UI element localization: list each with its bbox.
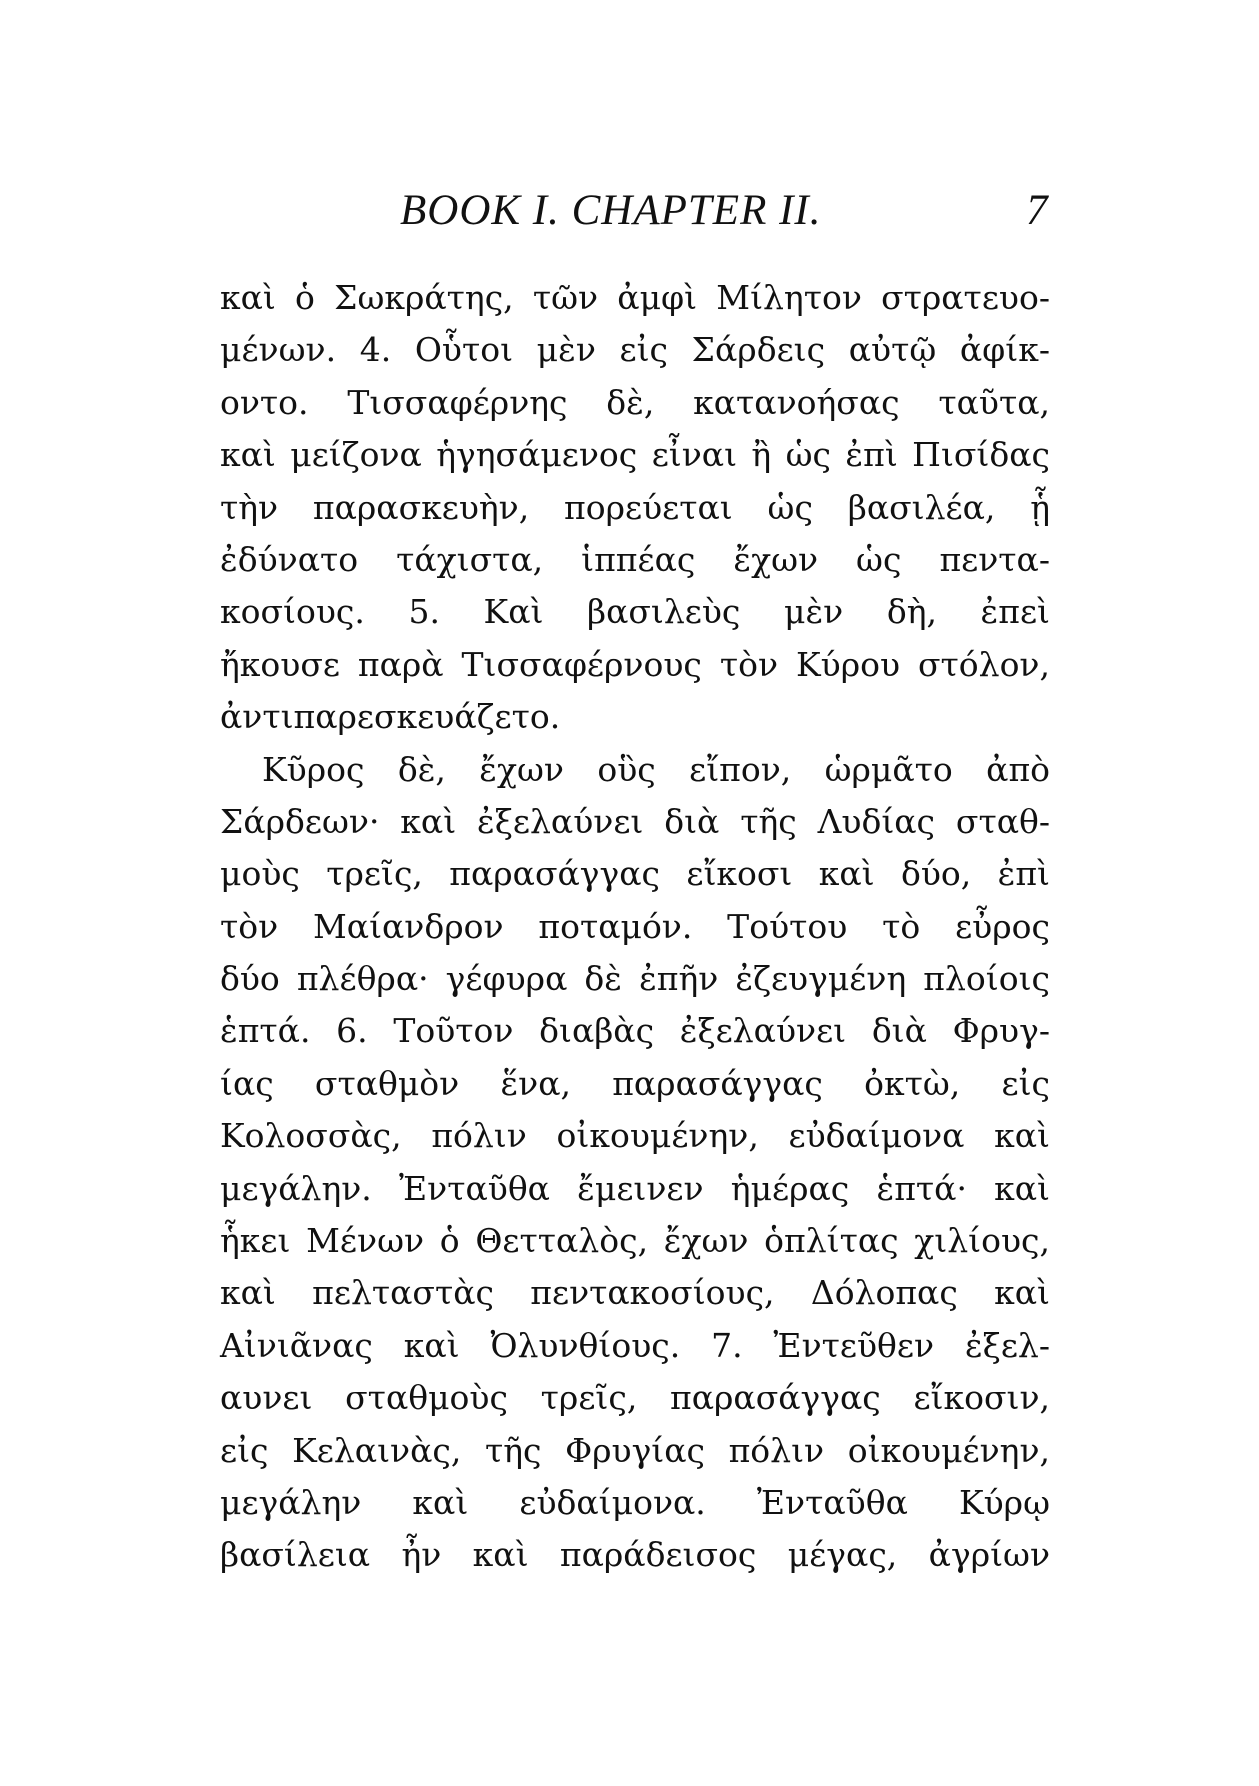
text-line: μεγάλην καὶ εὐδαίμονα. Ἐνταῦθα Κύρῳ [220, 1482, 1050, 1522]
text-line: εἰς Κελαινὰς, τῆς Φρυγίας πόλιν οἰκουμένην, [220, 1430, 1050, 1470]
text-line: δύο πλέθρα· γέφυρα δὲ ἐπῆν ἐζευγμένη πλοίοις [220, 959, 1050, 999]
text-line: ίας σταθμὸν ἕνα, παρασάγγας ὀκτὼ, εἰς [220, 1063, 1050, 1103]
paragraph-end-line: ἀντιπαρεσκευάζετο. [220, 697, 561, 737]
text-line: Σάρδεων· καὶ ἐξελαύνει διὰ τῆς Λυδίας σταθ- [220, 801, 1050, 841]
text-line: καὶ πελταστὰς πεντακοσίους, Δόλοπας καὶ [220, 1273, 1050, 1313]
text-line: μένων. 4. Οὗτοι μὲν εἰς Σάρδεις αὐτῷ ἀφίκ- [220, 330, 1050, 370]
text-line: Αἰνιᾶνας καὶ Ὀλυνθίους. 7. Ἐντεῦθεν ἐξελ- [220, 1325, 1050, 1365]
text-line: μοὺς τρεῖς, παρασάγγας εἴκοσι καὶ δύο, ἐπὶ [220, 854, 1050, 894]
text-line: ἧκει Μένων ὁ Θετταλὸς, ἔχων ὁπλίτας χιλίους, [220, 1221, 1050, 1261]
text-line: μεγάλην. Ἐνταῦθα ἔμεινεν ἡμέρας ἑπτά· καὶ [220, 1168, 1050, 1208]
page-number: 7 [1026, 187, 1048, 234]
text-line: ἐδύνατο τάχιστα, ἱππέας ἔχων ὡς πεντα- [220, 539, 1050, 579]
paragraph-start-line: Κῦρος δὲ, ἔχων οὓς εἴπον, ὡρμᾶτο ἀπὸ [262, 749, 1050, 789]
running-head [0, 186, 1259, 246]
text-line: Κολοσσὰς, πόλιν οἰκουμένην, εὐδαίμονα καὶ [220, 1116, 1050, 1156]
text-line: οντο. Τισσαφέρνης δὲ, κατανοήσας ταῦτα, [220, 382, 1050, 422]
text-line: καὶ ὁ Σωκράτης, τῶν ἀμφὶ Μίλητον στρατευο- [220, 278, 1050, 317]
running-title: BOOK I. CHAPTER II. [400, 187, 822, 234]
text-line: τὸν Μαίανδρον ποταμόν. Τούτου τὸ εὖρος [220, 906, 1050, 946]
text-line: βασίλεια ἦν καὶ παράδεισος μέγας, ἀγρίων [220, 1535, 1050, 1575]
text-line: κοσίους. 5. Καὶ βασιλεὺς μὲν δὴ, ἐπεὶ [220, 592, 1050, 632]
text-line: ἑπτά. 6. Τοῦτον διαβὰς ἐξελαύνει διὰ Φρυγ- [220, 1011, 1050, 1051]
text-line: τὴν παρασκευὴν, πορεύεται ὡς βασιλέα, ᾗ [220, 487, 1050, 527]
greek-text-block [220, 272, 1050, 1582]
text-line: αυνει σταθμοὺς τρεῖς, παρασάγγας εἴκοσιν, [220, 1378, 1050, 1418]
text-line: ἤκουσε παρὰ Τισσαφέρνους τὸν Κύρου στόλον, [220, 644, 1050, 684]
text-line: καὶ μείζονα ἡγησάμενος εἶναι ἢ ὡς ἐπὶ Πισίδας [220, 435, 1050, 475]
